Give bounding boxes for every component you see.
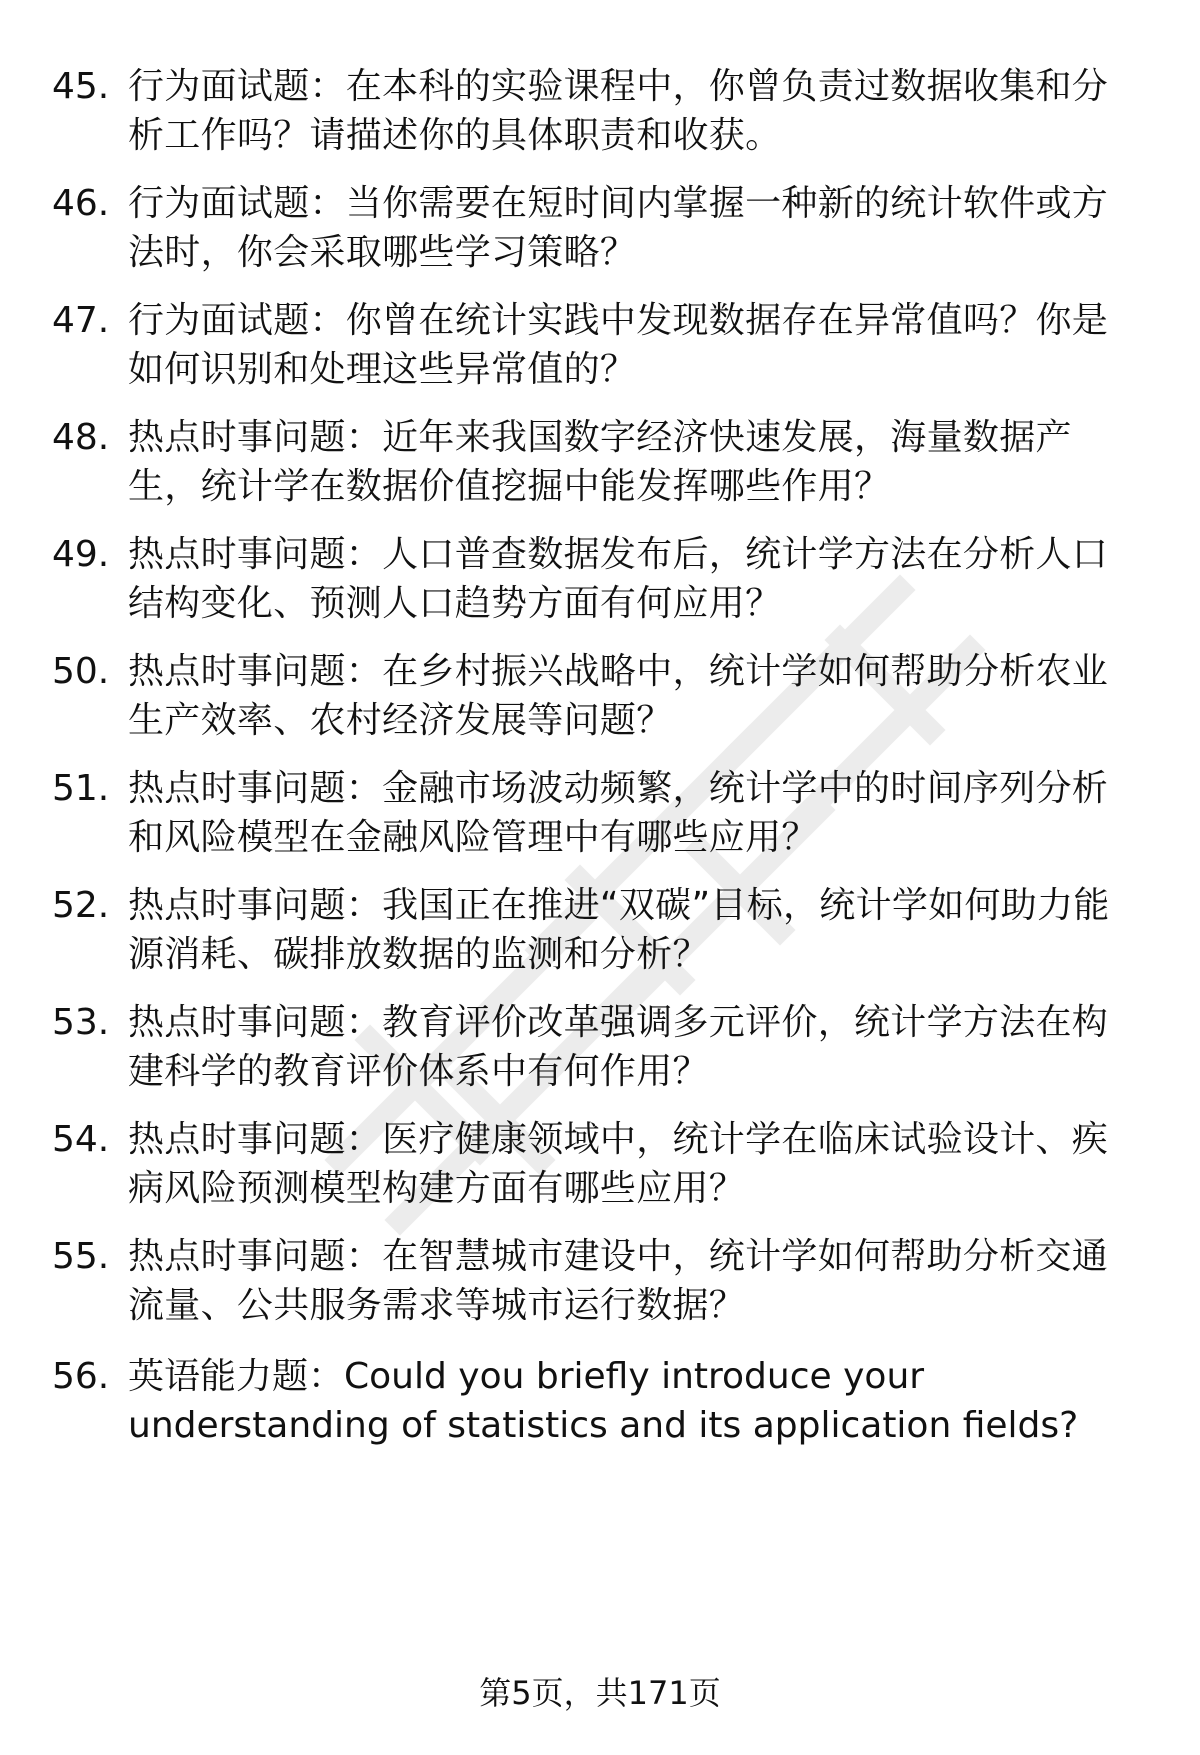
list-item [52,764,1152,874]
question-number: 54. [52,1119,110,1160]
question-number: 52. [52,885,110,926]
list-item [52,881,1152,991]
question-text: 英语能力题：Could you briefly introduce your understanding of statistics and its application fields? [128,1356,1079,1446]
question-number: 48. [52,417,110,458]
list-item [52,62,1152,172]
question-number: 47. [52,300,110,341]
question-text: 热点时事问题：近年来我国数字经济快速发展，海量数据产生，统计学在数据价值挖掘中能发挥哪些作用？ [128,417,1072,507]
question-text: 热点时事问题：我国正在推进“双碳”目标，统计学如何助力能源消耗、碳排放数据的监测和分析？ [128,885,1110,975]
question-text: 热点时事问题：教育评价改革强调多元评价，统计学方法在构建科学的教育评价体系中有何作用？ [128,1002,1109,1092]
question-number: 56. [52,1356,110,1397]
question-number: 46. [52,183,110,224]
list-item [52,647,1152,757]
question-text: 行为面试题：在本科的实验课程中，你曾负责过数据收集和分析工作吗？请描述你的具体职责和收获。 [128,66,1109,156]
question-number: 50. [52,651,110,692]
question-number: 49. [52,534,110,575]
list-item [52,1232,1152,1342]
list-item [52,179,1152,289]
list-item [52,1352,1152,1462]
list-item [52,1115,1152,1225]
question-number: 51. [52,768,110,809]
question-text: 热点时事问题：医疗健康领域中，统计学在临床试验设计、疾病风险预测模型构建方面有哪些应用？ [128,1119,1109,1209]
question-text: 热点时事问题：在乡村振兴战略中，统计学如何帮助分析农业生产效率、农村经济发展等问题？ [128,651,1109,741]
list-item [52,413,1152,523]
list-item [52,998,1152,1108]
list-item [52,296,1152,406]
question-text: 热点时事问题：人口普查数据发布后，统计学方法在分析人口结构变化、预测人口趋势方面有何应用？ [128,534,1109,624]
question-text: 行为面试题：当你需要在短时间内掌握一种新的统计软件或方法时，你会采取哪些学习策略？ [128,183,1109,273]
question-text: 热点时事问题：在智慧城市建设中，统计学如何帮助分析交通流量、公共服务需求等城市运行数据？ [128,1236,1109,1326]
question-number: 53. [52,1002,110,1043]
question-number: 55. [52,1236,110,1277]
question-text: 热点时事问题：金融市场波动频繁，统计学中的时间序列分析和风险模型在金融风险管理中有哪些应用？ [128,768,1109,858]
list-item [52,530,1152,640]
question-text: 行为面试题：你曾在统计实践中发现数据存在异常值吗？你是如何识别和处理这些异常值的？ [128,300,1109,390]
page-number-footer: 第5页，共171页 [479,1674,721,1712]
question-number: 45. [52,66,110,107]
